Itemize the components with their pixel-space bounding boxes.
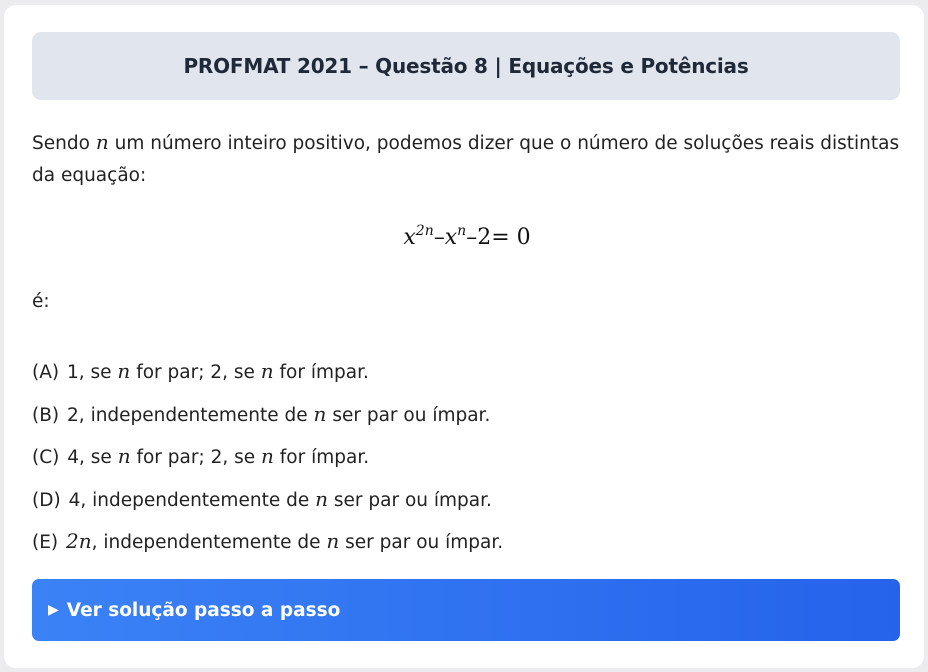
option-text: ser par ou ímpar.	[339, 532, 504, 553]
eq-rhs: = 0	[491, 225, 531, 250]
eq-exp2: n	[457, 223, 467, 239]
option-text: , independentemente de	[91, 532, 327, 553]
option-math-variable: n	[326, 529, 340, 553]
eq-base: x	[403, 225, 416, 250]
option-text: 1, se	[66, 362, 118, 383]
option-b[interactable]	[32, 396, 902, 439]
option-math-variable: n	[261, 444, 274, 468]
option-c[interactable]	[32, 438, 902, 481]
statement-suffix: um número inteiro positivo, podemos dizer que o número de soluções reais distintas da equação:	[32, 133, 900, 186]
variable-n: n	[95, 130, 109, 154]
option-math-variable: n	[260, 359, 274, 383]
option-text: for par; 2, se	[130, 447, 262, 468]
view-solution-label: Ver solução passo a passo	[66, 599, 341, 621]
triangle-right-icon: ▶	[48, 602, 59, 618]
option-text: 4, independentemente de	[68, 489, 316, 511]
eq-base2: x	[444, 225, 458, 250]
option-text: for ímpar.	[273, 447, 370, 468]
option-math-variable: n	[313, 401, 327, 426]
question-statement	[32, 126, 902, 192]
option-text: ser par ou ímpar.	[327, 489, 492, 511]
option-d[interactable]	[32, 481, 902, 524]
option-letter: (A)	[32, 362, 60, 383]
view-solution-button[interactable]	[32, 579, 900, 641]
option-a[interactable]	[32, 353, 902, 396]
option-e[interactable]	[32, 523, 902, 566]
equation	[32, 225, 902, 250]
after-equation-text: é:	[32, 291, 50, 312]
option-math-variable: n	[117, 444, 131, 468]
option-text: 4, se	[67, 447, 118, 468]
eq-exp1: 2n	[415, 223, 434, 239]
option-text: ser par ou ímpar.	[326, 404, 491, 426]
question-card	[4, 5, 924, 668]
option-letter: (D)	[32, 489, 61, 511]
options-list	[32, 353, 902, 566]
option-text: 2, independentemente de	[67, 404, 314, 426]
eq-minus2: –2	[466, 225, 492, 250]
statement-prefix: Sendo	[32, 133, 90, 154]
eq-minus1: –	[433, 225, 445, 250]
option-math-variable: 2n	[66, 529, 92, 553]
option-letter: (C)	[32, 447, 60, 468]
option-math-variable: n	[117, 359, 131, 383]
option-letter: (E)	[32, 532, 59, 553]
option-text: for ímpar.	[273, 362, 369, 383]
title-box	[32, 32, 900, 100]
option-letter: (B)	[32, 404, 60, 426]
page-title: PROFMAT 2021 – Questão 8 | Equações e Potências	[183, 54, 749, 78]
option-text: for par; 2, se	[130, 362, 261, 383]
option-math-variable: n	[315, 486, 328, 511]
